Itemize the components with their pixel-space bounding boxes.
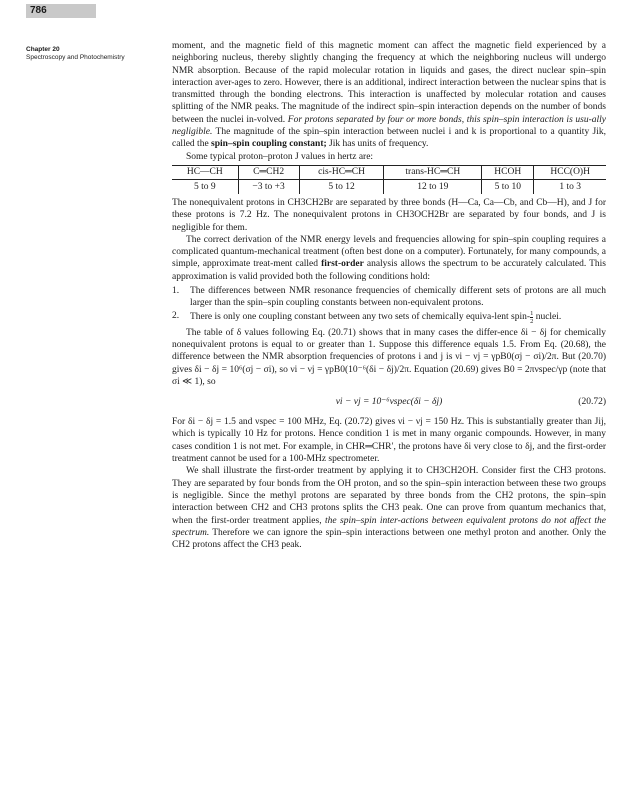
page-number-tab	[26, 4, 96, 18]
list-item	[172, 285, 606, 310]
paragraph-3: The nonequivalent protons in CH3CH2Br are separated by three bonds (H—Ca, Ca—Cb, and Cb—H), and J for these protons is 7.2 Hz. The nonequivalent protons in CH3OCH2Br are separated by four bonds, and J is negligible for them.	[172, 197, 606, 233]
list-text: The differences between NMR resonance frequencies of chemically different sets of protons are all much larger than the spin–spin coupling constants between non-equivalent protons.	[190, 286, 606, 309]
fraction-denominator: 2	[530, 317, 534, 325]
table-header-row	[172, 165, 606, 179]
p4-text-b: analysis allows the spectrum to be accurately calculated. This approximation is valid provided both the following conditions hold:	[172, 259, 607, 282]
table-cell: 5 to 10	[482, 179, 534, 194]
p7-text-b: Therefore we can ignore the spin–spin interactions between one methyl proton and another. Only the CH2 protons affect the CH3 peak.	[172, 527, 606, 551]
fraction-numerator: 1	[530, 309, 534, 317]
equation-text: νi − νj = 10⁻⁶νspec(δi − δj)	[335, 397, 443, 408]
body-text	[172, 40, 606, 551]
page-number: 786	[30, 5, 47, 16]
paragraph-4	[172, 234, 606, 283]
table-header-cell: HCC(O)H	[534, 165, 606, 179]
table-cell: −3 to +3	[238, 179, 299, 194]
paragraph-5: The table of δ values following Eq. (20.71) shows that in many cases the differ-ence δi − δj for chemically nonequivalent protons is equal to or greater than 1. Suppose this difference equals 1.5. From Eq. (20.68), the difference between the NMR absorption frequencies of protons i and j is νi − νj = γpB0(σj − σi)/2π. But (20.70) gives δi − δj = 10⁶(σj − σi), so νi − νj = γpB0(10⁻⁶(δi − δj)/2π. Equation (20.69) gives B0 = 2πνspec/γp (note that σi ≪ 1), so	[172, 327, 606, 387]
paragraph-6: For δi − δj = 1.5 and νspec = 100 MHz, Eq. (20.72) gives νi − νj = 150 Hz. This is substantially greater than Jij, which is typically 10 Hz for protons. Hence condition 1 is met in many organic compounds. However, in many cases condition 1 is not met. For example, in CHR═CHR′, the protons have δi very close to δj, and the first-order treatment cannot be used for a 100-MHz spectrometer.	[172, 417, 606, 465]
p1-bold-term: spin–spin coupling constant;	[211, 139, 327, 150]
table-cell: 1 to 3	[534, 179, 606, 194]
table-header-cell: cis-HC═CH	[299, 165, 384, 179]
j-values-table	[172, 165, 606, 194]
table-header-cell: HC—CH	[172, 165, 238, 179]
chapter-title: Spectroscopy and Photochemistry	[26, 54, 125, 61]
equation-20-72	[172, 392, 606, 412]
p1-italic: For protons separated by four or more bonds, this spin–spin interaction is usu-ally negligible.	[172, 114, 606, 138]
table-cell: 5 to 12	[299, 179, 384, 194]
table-cell: 5 to 9	[193, 181, 216, 192]
p7-text-a: We shall illustrate the first-order treatment by applying it to CH3CH2OH. Consider first the CH3 protons. They are separated by four bonds from the OH proton, and so the spin–spin interaction between these two groups is negligible. Since the methyl protons are separated by three bonds from the CH2 protons, the spin–spin interaction between CH2 and CH3 protons splits the CH3 peak. One can prove from quantum mechanics that, when the first-order treatment applies,	[172, 466, 606, 526]
table-cell: 12 to 19	[384, 179, 482, 194]
chapter-label	[26, 46, 166, 62]
list-item	[172, 310, 606, 325]
equation-number: (20.72)	[578, 397, 606, 408]
paragraph-7	[172, 465, 606, 551]
p4-bold-term: first-order	[321, 259, 364, 270]
conditions-list	[172, 285, 606, 325]
table-row	[172, 179, 606, 194]
table-header-cell: trans-HC═CH	[384, 165, 482, 179]
p1-text-b: The magnitude of the spin–spin interaction between nuclei i and k is proportional to a quantity Jik, called the	[172, 127, 606, 150]
chapter-number: Chapter 20	[26, 46, 60, 53]
p4-text-a: The correct derivation of the NMR energy levels and frequencies allowing for spin–spin coupling requires a complicated quantum-mechanical treatment (often best done on a computer). Fortunately, for many compounds, a simple, approximate treat-ment called	[172, 234, 606, 270]
list-text-b: nuclei.	[533, 311, 562, 322]
list-number: 1.	[172, 286, 180, 297]
list-text-a: There is only one coupling constant between any two sets of chemically equiva-lent spin-	[190, 311, 531, 322]
table-header-cell: C═CH2	[238, 165, 299, 179]
table-header-cell: HCOH	[482, 165, 534, 179]
paragraph-1	[172, 40, 606, 151]
paragraph-2: Some typical proton–proton J values in hertz are:	[186, 151, 374, 162]
p7-italic: the spin–spin inter-actions between equivalent protons do not affect the spectrum.	[172, 515, 607, 538]
list-number: 2.	[172, 310, 180, 321]
p1-text-a: moment, and the magnetic field of this magnetic moment can affect the magnetic field experienced by a neighboring nucleus, thereby slightly changing the frequency at which the neighboring nucleus will undergo NMR absorption. Because of the rapid molecular rotation in liquids and gases, the direct nuclear spin–spin interaction aver-ages to zero. However, there is an additional, indirect interaction between the nuclear spins that is transmitted through the bonding electrons. This interaction is unaffected by molecular rotation and causes splitting of the NMR peaks. The magnitude of the indirect spin–spin interaction depends on the number of bonds between the nuclei in-volved.	[172, 41, 606, 125]
p1-text-c: Jik has units of frequency.	[326, 139, 429, 150]
